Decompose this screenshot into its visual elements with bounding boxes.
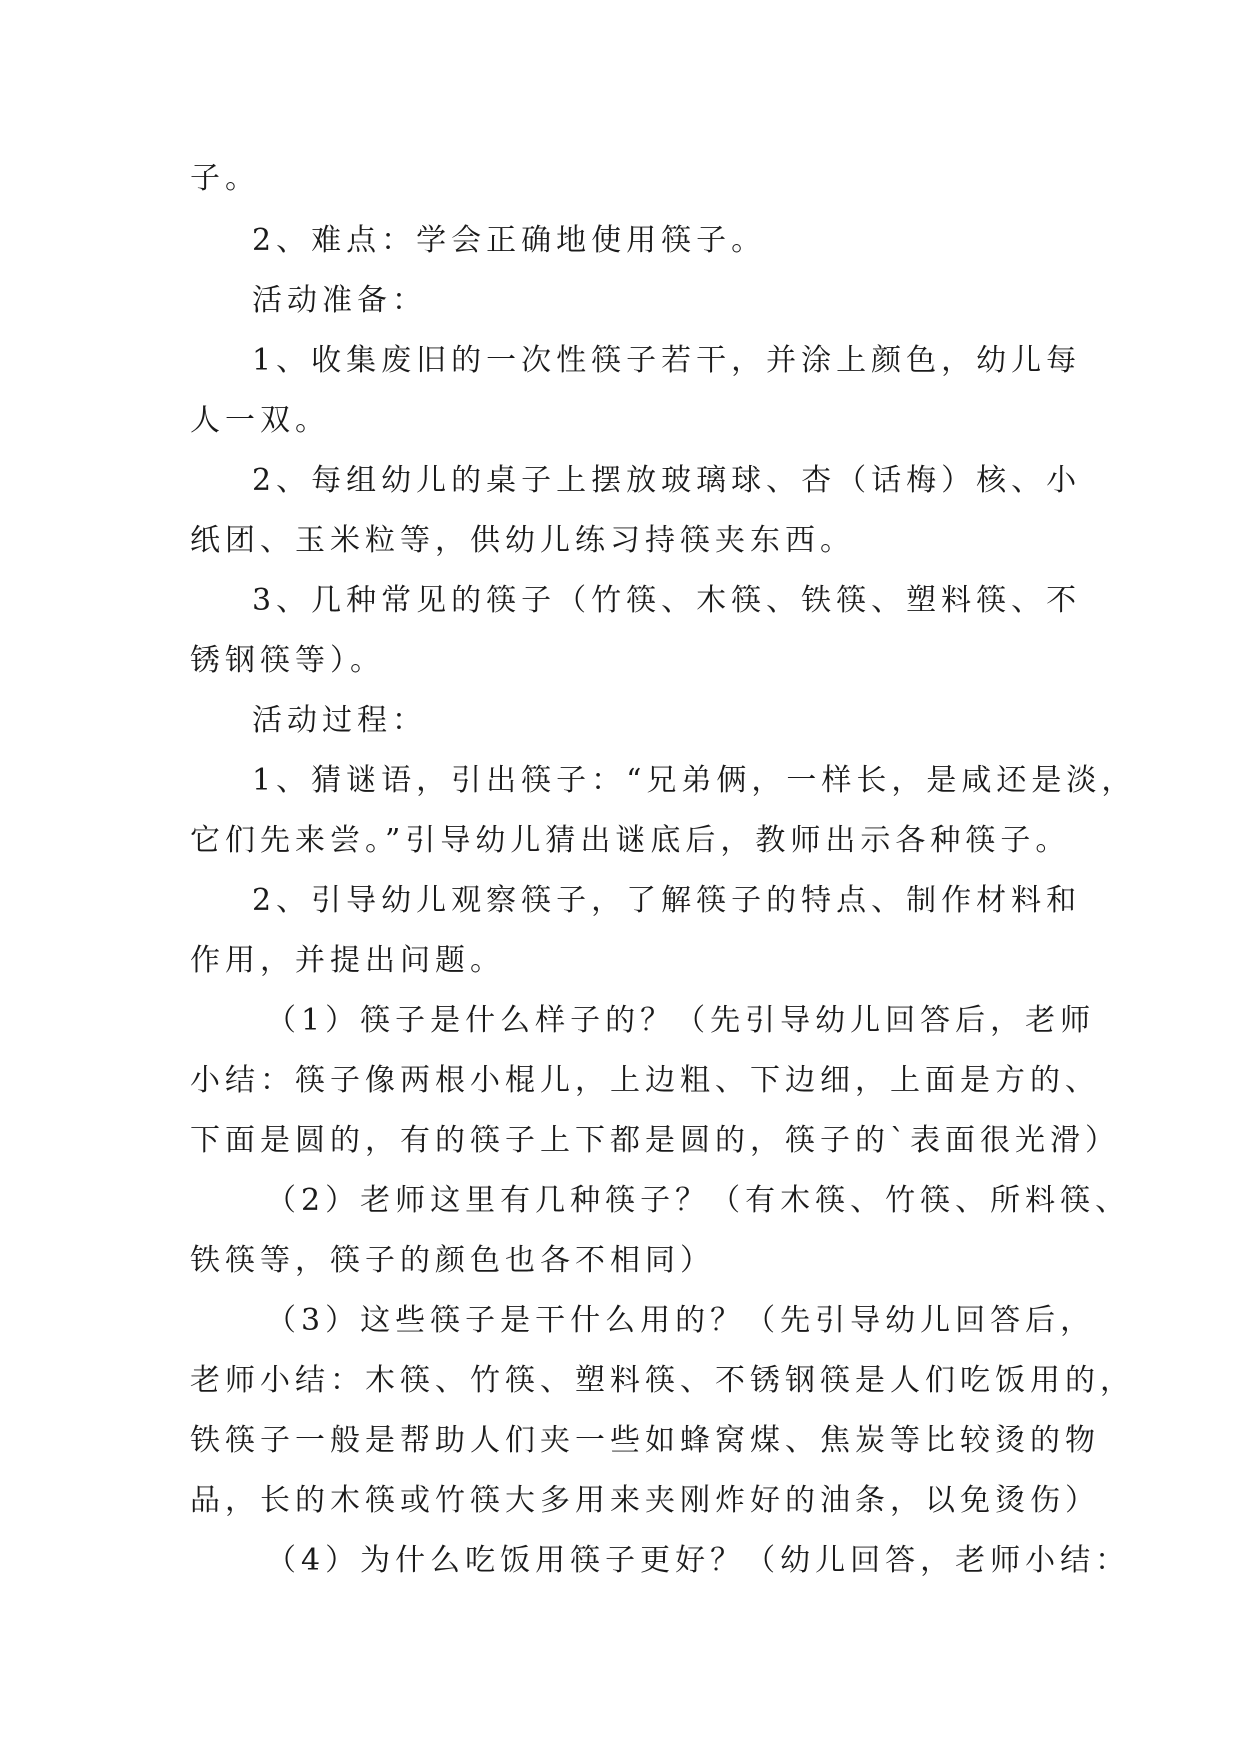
text-line: 纸团、玉米粒等，供幼儿练习持筷夹东西。 [190,523,855,558]
text-line: 1、猜谜语，引出筷子：“兄弟俩，一样长，是咸还是淡， [252,763,1137,798]
text-line: （1）筷子是什么样子的？（先引导幼儿回答后，老师 [266,1003,1096,1038]
section-heading: 活动准备： [252,283,427,318]
text-line: 作用，并提出问题。 [190,943,505,978]
text-line: 品，长的木筷或竹筷大多用来夹刚炸好的油条，以免烫伤） [190,1483,1100,1518]
text-line: 2、引导幼儿观察筷子，了解筷子的特点、制作材料和 [252,883,1082,918]
section-heading: 活动过程： [252,703,427,738]
text-line: 锈钢筷等）。 [190,643,385,678]
text-line: 子。 [190,161,260,196]
text-line: （4）为什么吃饭用筷子更好？（幼儿回答，老师小结： [266,1543,1131,1578]
text-line: 下面是圆的，有的筷子上下都是圆的，筷子的`表面很光滑） [190,1123,1120,1158]
text-line: 3、几种常见的筷子（竹筷、木筷、铁筷、塑料筷、不 [252,583,1082,618]
text-line: （3）这些筷子是干什么用的？（先引导幼儿回答后， [266,1303,1096,1338]
text-line: 2、难点：学会正确地使用筷子。 [252,223,767,258]
text-line: （2）老师这里有几种筷子？（有木筷、竹筷、所料筷、 [266,1183,1131,1218]
text-line: 人一双。 [190,403,330,438]
text-line: 1、收集废旧的一次性筷子若干，并涂上颜色，幼儿每 [252,343,1082,378]
text-line: 2、每组幼儿的桌子上摆放玻璃球、杏（话梅）核、小 [252,463,1082,498]
text-line: 铁筷子一般是帮助人们夹一些如蜂窝煤、焦炭等比较烫的物 [190,1423,1100,1458]
text-line: 它们先来尝。”引导幼儿猜出谜底后，教师出示各种筷子。 [190,823,1071,858]
text-line: 铁筷等，筷子的颜色也各不相同） [190,1243,715,1278]
text-line: 小结：筷子像两根小棍儿，上边粗、下边细，上面是方的、 [190,1063,1100,1098]
text-line: 老师小结：木筷、竹筷、塑料筷、不锈钢筷是人们吃饭用的， [190,1363,1135,1398]
